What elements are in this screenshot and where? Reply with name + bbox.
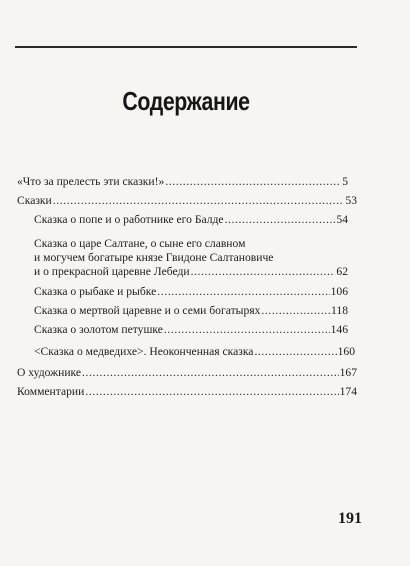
dot-leader: [225, 213, 336, 227]
toc-entry-fairy-tales[interactable]: [17, 194, 357, 208]
toc-entry-label: Сказка о попе и о работнике его Балде: [34, 213, 224, 226]
toc-page-number: 167: [339, 366, 357, 379]
dot-leader: [157, 285, 329, 299]
toc-entry-label-line-1: Сказка о царе Салтане, о сыне его славном: [34, 237, 246, 250]
toc-page-number: 106: [330, 285, 348, 298]
toc-entry-dead-princess[interactable]: [34, 304, 348, 318]
dot-leader: [261, 304, 330, 318]
toc-entry-label-line-3: и о прекрасной царевне Лебеди: [34, 265, 190, 278]
toc-entry-label: Сказка о золотом петушке: [34, 323, 163, 336]
toc-entry-commentary[interactable]: [17, 385, 357, 399]
dot-leader: [85, 385, 338, 399]
dot-leader: [254, 345, 336, 359]
page-title: Содержание: [122, 86, 250, 116]
toc-entry-about-artist[interactable]: [17, 366, 357, 380]
toc-entry-label: <Сказка о медведихе>. Неоконченная сказка: [34, 345, 254, 358]
toc-page-number: 5: [342, 175, 348, 188]
toc-page-number: 146: [330, 323, 348, 336]
toc-page-number: 53: [345, 194, 357, 207]
toc-entry-balda[interactable]: [34, 213, 348, 227]
toc-entry-label: Сказки: [17, 194, 52, 207]
toc-page-number: 62: [336, 265, 348, 278]
toc-entry-label: Комментарии: [17, 385, 85, 398]
dot-leader: [165, 175, 341, 189]
dot-leader: [53, 194, 345, 208]
page-number-folio: 191: [338, 510, 362, 527]
toc-entry-fisherman[interactable]: [34, 285, 348, 299]
toc-entry-label: «Что за прелесть эти сказки!»: [17, 175, 165, 188]
toc-page-number: 54: [336, 213, 348, 226]
toc-entry-saltan[interactable]: [34, 237, 348, 279]
toc-entry-she-bear[interactable]: [34, 345, 355, 359]
toc-page-number: 160: [337, 345, 355, 358]
toc-entry-intro[interactable]: [17, 175, 348, 189]
dot-leader: [164, 323, 330, 337]
toc-entry-label-line-2: и могучем богатыре князе Гвидоне Салтановиче: [34, 251, 274, 264]
toc-entry-golden-cockerel[interactable]: [34, 323, 348, 337]
dot-leader: [82, 366, 339, 380]
toc-entry-label: Сказка о мертвой царевне и о семи богатырях: [34, 304, 261, 317]
toc-entry-label: Сказка о рыбаке и рыбке: [34, 285, 157, 298]
toc-page-number: 174: [339, 385, 357, 398]
toc-entry-label: О художнике: [17, 366, 82, 379]
dot-leader: [191, 265, 336, 279]
toc-page-number: 118: [331, 304, 348, 317]
